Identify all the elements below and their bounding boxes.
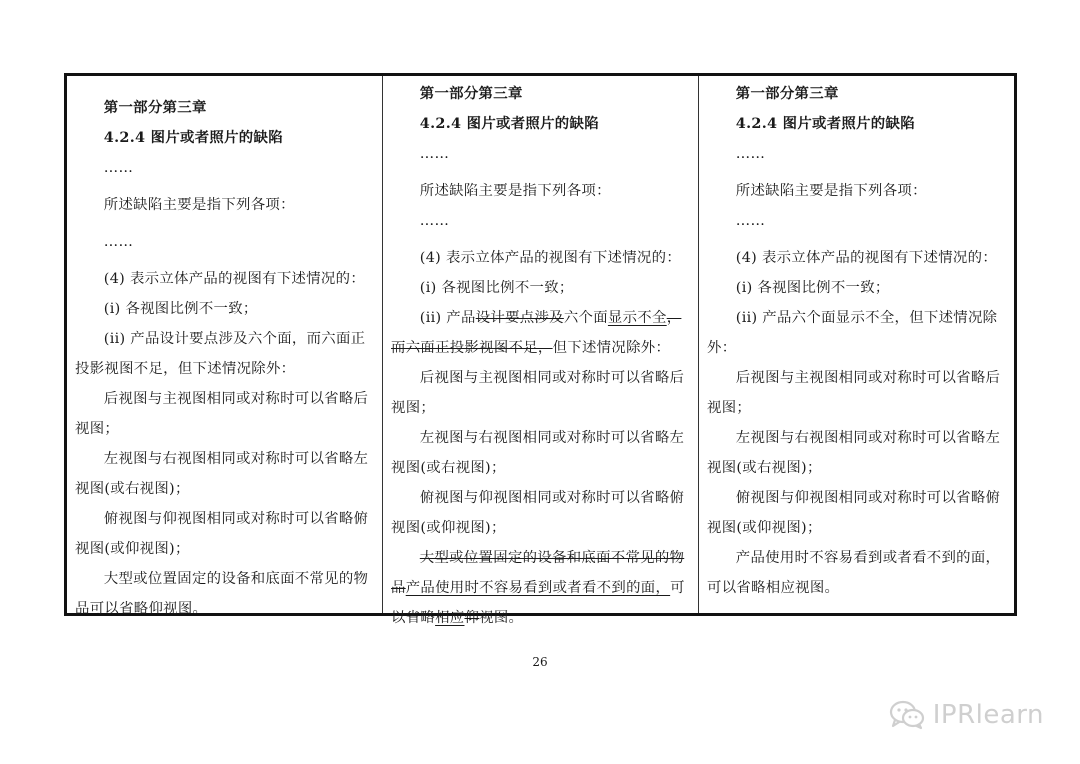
paragraph	[391, 543, 690, 633]
text-segment: 左视图与右视图相同或对称时可以省略左视图(或右视图)；	[391, 430, 685, 476]
paragraph	[75, 504, 374, 564]
text-segment: ……	[419, 213, 450, 229]
paragraph	[391, 483, 690, 543]
paragraph	[75, 444, 374, 504]
paragraph	[75, 227, 374, 257]
heading	[75, 123, 374, 153]
text-segment: (i) 各视图比例不一致；	[735, 280, 890, 296]
text-segment: 俯视图与仰视图相同或对称时可以省略俯视图(或仰视图)；	[75, 511, 369, 557]
heading	[707, 79, 1006, 109]
text-segment: 但下述情况除外：	[552, 340, 671, 356]
paragraph	[75, 294, 374, 324]
watermark	[889, 700, 1044, 730]
paragraph	[391, 303, 690, 363]
column-revised	[699, 76, 1014, 613]
paragraph	[75, 324, 374, 384]
text-segment: 第一部分第三章	[735, 85, 839, 102]
text-segment: (4) 表示立体产品的视图有下述情况的：	[735, 250, 998, 266]
paragraph	[391, 206, 690, 236]
text-segment: ……	[103, 234, 134, 250]
paragraph	[707, 423, 1006, 483]
paragraph	[707, 206, 1006, 236]
paragraph	[391, 363, 690, 423]
text-segment: 4.2.4 图片或者照片的缺陷	[419, 115, 599, 132]
text-segment: 第一部分第三章	[103, 99, 207, 116]
paragraph	[707, 363, 1006, 423]
deleted-text: 而六面正投影视图不足，	[391, 340, 553, 356]
paragraph	[75, 384, 374, 444]
text-segment: 后视图与主视图相同或对称时可以省略后视图；	[75, 391, 369, 437]
text-segment: 所述缺陷主要是指下列各项：	[735, 183, 927, 199]
inserted-text: 显示不全	[607, 310, 667, 326]
heading	[391, 79, 690, 109]
text-segment: 产品使用时不容易看到或者看不到的面，可以省略相应视图。	[707, 550, 1001, 596]
text-segment: 左视图与右视图相同或对称时可以省略左视图(或右视图)；	[75, 451, 369, 497]
paragraph	[75, 264, 374, 294]
text-segment: (i) 各视图比例不一致；	[103, 301, 258, 317]
column-tracked-changes	[383, 76, 699, 626]
text-segment: (ii) 产品六个面显示不全，但下述情况除外：	[707, 310, 998, 356]
paragraph	[75, 190, 374, 220]
text-segment: (ii) 产品设计要点涉及六个面，而六面正投影视图不足，但下述情况除外：	[75, 331, 366, 377]
paragraph	[391, 423, 690, 483]
text-segment: 4.2.4 图片或者照片的缺陷	[103, 129, 283, 146]
paragraph	[391, 273, 690, 303]
text-segment: ……	[735, 146, 766, 162]
deleted-text: ，	[666, 310, 682, 326]
inserted-text: 产品使用时不容易看到或者看不到的面，	[405, 580, 671, 596]
text-segment: 六个面	[563, 310, 608, 326]
inserted-text: 相应	[435, 610, 465, 626]
heading	[707, 109, 1006, 139]
paragraph	[707, 543, 1006, 603]
paragraph	[75, 564, 374, 624]
text-segment: (4) 表示立体产品的视图有下述情况的：	[103, 271, 366, 287]
column-content	[391, 79, 690, 633]
text-segment: 大型或位置固定的设备和底面不常见的物品可以省略仰视图。	[75, 571, 369, 617]
watermark-text: IPRlearn	[932, 700, 1044, 730]
text-segment: 第一部分第三章	[419, 85, 523, 102]
paragraph	[707, 303, 1006, 363]
paragraph	[391, 243, 690, 273]
deleted-text: 大型或位置固定的设备和底面不常见的物品	[391, 550, 685, 596]
text-segment: (i) 各视图比例不一致；	[419, 280, 574, 296]
wechat-icon	[889, 700, 925, 730]
column-content	[75, 93, 374, 624]
text-segment: 后视图与主视图相同或对称时可以省略后视图；	[391, 370, 685, 416]
text-segment: 4.2.4 图片或者照片的缺陷	[735, 115, 915, 132]
heading	[391, 109, 690, 139]
column-content	[707, 79, 1006, 603]
paragraph	[391, 176, 690, 206]
text-segment: 俯视图与仰视图相同或对称时可以省略俯视图(或仰视图)；	[391, 490, 685, 536]
text-segment: 俯视图与仰视图相同或对称时可以省略俯视图(或仰视图)；	[707, 490, 1001, 536]
heading	[75, 93, 374, 123]
comparison-table	[64, 73, 1017, 626]
deleted-text: 设计要点涉及	[475, 310, 564, 326]
paragraph	[707, 273, 1006, 303]
paragraph	[75, 153, 374, 183]
text-segment: (ii) 产品	[419, 310, 476, 326]
text-segment: 视图。	[479, 610, 524, 626]
text-segment: 后视图与主视图相同或对称时可以省略后视图；	[707, 370, 1001, 416]
paragraph	[707, 176, 1006, 206]
deleted-text: 仰	[464, 610, 480, 626]
paragraph	[707, 243, 1006, 273]
text-segment: 可以省略	[391, 580, 685, 626]
column-original	[67, 76, 383, 617]
text-segment: ……	[103, 160, 134, 176]
paragraph	[707, 139, 1006, 169]
text-segment: 所述缺陷主要是指下列各项：	[103, 197, 295, 213]
text-segment: 左视图与右视图相同或对称时可以省略左视图(或右视图)；	[707, 430, 1001, 476]
page-number: 26	[532, 655, 548, 669]
text-segment: 所述缺陷主要是指下列各项：	[419, 183, 611, 199]
paragraph	[391, 139, 690, 169]
paragraph	[707, 483, 1006, 543]
text-segment: ……	[735, 213, 766, 229]
text-segment: (4) 表示立体产品的视图有下述情况的：	[419, 250, 682, 266]
text-segment: ……	[419, 146, 450, 162]
